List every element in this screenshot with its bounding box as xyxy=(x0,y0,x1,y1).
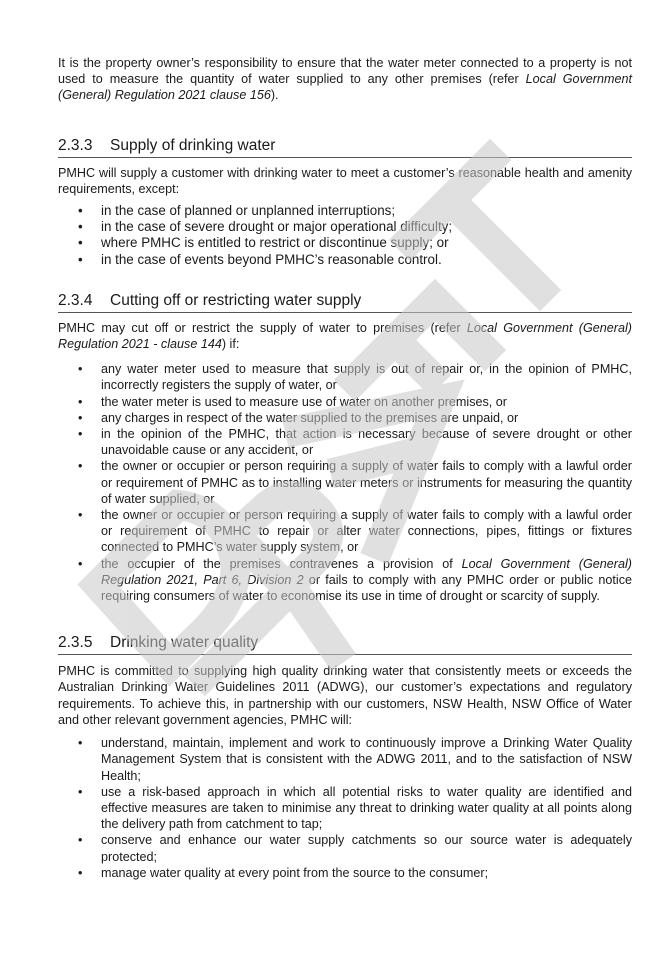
list-item: • any water meter used to measure that supply is out of repair or, in the opinion of PMHC, incorrectly registers the supply of water, or xyxy=(78,362,632,393)
bullet-icon: • xyxy=(78,556,83,571)
list-item: • where PMHC is entitled to restrict or discontinue supply; or xyxy=(78,235,449,251)
intro-text: It is the property owner’s responsibility to ensure that the water meter connected to a property is not used to measure the quantity of water supplied to any other premises (refer xyxy=(58,56,632,87)
list-item: • use a risk-based approach in which all potential risks to water quality are identified and effective measures are taken to minimise any threat to drinking water quality at all points along the delivery path from catchment to tap; xyxy=(78,784,632,832)
bullet-icon: • xyxy=(78,394,83,409)
document-page xyxy=(58,55,632,881)
s235-list xyxy=(58,735,632,881)
bullet-icon: • xyxy=(78,410,83,425)
section-number: 2.3.4 xyxy=(58,291,93,309)
list-item: • manage water quality at every point from the source to the consumer; xyxy=(78,865,489,880)
list-item: • understand, maintain, implement and work to continuously improve a Drinking Water Quality Management System that is consistent with the ADWG 2011, and to the satisfaction of NSW Health; xyxy=(78,736,632,783)
bullet-icon: • xyxy=(78,203,83,219)
bullet-icon: • xyxy=(78,865,83,880)
section-title: Supply of drinking water xyxy=(110,136,276,154)
bullet-icon: • xyxy=(78,427,83,442)
bullet-icon: • xyxy=(78,362,83,377)
intro-text-end: ). xyxy=(270,88,279,103)
heading-2-3-5 xyxy=(58,634,632,655)
bullet-icon: • xyxy=(78,784,83,799)
s234-reference: Local Government (General) Regulation 2021 - clause 144 xyxy=(58,320,632,352)
bullet-icon: • xyxy=(78,251,83,267)
list-item: • the occupier of the premises contravenes a provision of Local Government (General) Regulation 2021, Part 6, Division 2 or fails to comply with any PMHC order or public notice requiring consumers of water to economise its use in time of drought or scarcity of supply. xyxy=(78,556,632,604)
bullet-icon: • xyxy=(78,833,83,848)
section-title: Cutting off or restricting water supply xyxy=(110,291,362,309)
list-item: • any charges in respect of the water supplied to the premises are unpaid, or xyxy=(78,410,519,425)
heading-2-3-3 xyxy=(58,137,632,158)
bullet-icon: • xyxy=(78,736,83,751)
section-number: 2.3.5 xyxy=(58,634,93,652)
heading-2-3-4 xyxy=(58,292,632,313)
list-item: • the water meter is used to measure use of water on another premises, or xyxy=(78,394,507,409)
s233-list xyxy=(58,203,632,268)
list-item: • in the case of events beyond PMHC’s reasonable control. xyxy=(78,251,442,267)
list-item: • in the case of planned or unplanned interruptions; xyxy=(78,203,396,219)
list-item: • the owner or occupier or person requiring a supply of water fails to comply with a lawful order or requirement of PMHC to repair or alter water connections, pipes, fittings or fixtures connected to PMHC’s water supply system, or xyxy=(78,508,632,555)
s234-last-reference: Local Government (General) Regulation 2021, Part 6, Division 2 xyxy=(101,556,632,587)
bullet-icon: • xyxy=(78,459,83,474)
bullet-icon: • xyxy=(78,219,83,235)
s233-paragraph: PMHC will supply a customer with drinking water to meet a customer’s reasonable health and amenity requirements, except: xyxy=(58,165,632,196)
list-item: • the owner or occupier or person requiring a supply of water fails to comply with a lawful order or requirement of PMHC as to installing water meters or instruments for measuring the quantity of water supplied, or xyxy=(78,459,632,506)
list-item: • conserve and enhance our water supply catchments so our source water is adequately protected; xyxy=(78,833,632,864)
intro-reference: Local Government (General) Regulation 2021 clause 156 xyxy=(58,72,632,103)
s234-paragraph: PMHC may cut off or restrict the supply of water to premises (refer Local Government (General) Regulation 2021 - clause 144) if: xyxy=(58,320,632,352)
bullet-icon: • xyxy=(78,508,83,523)
section-number: 2.3.3 xyxy=(58,136,93,154)
list-item: • in the opinion of the PMHC, that action is necessary because of severe drought or other unavoidable cause or any accident, or xyxy=(78,427,632,458)
section-title: Drinking water quality xyxy=(110,634,259,652)
bullet-icon: • xyxy=(78,235,83,251)
list-item: • in the case of severe drought or major operational difficulty; xyxy=(78,219,453,235)
s234-list xyxy=(58,361,632,604)
intro-paragraph xyxy=(58,55,632,104)
s235-paragraph: PMHC is committed to supplying high quality drinking water that consistently meets or exceeds the Australian Drinking Water Guidelines 2011 (ADWG), our customer’s expectations and regulatory requirements. To achieve this, in partnership with our customers, NSW Health, NSW Office of Water and other relevant government agencies, PMHC will: xyxy=(58,664,632,727)
